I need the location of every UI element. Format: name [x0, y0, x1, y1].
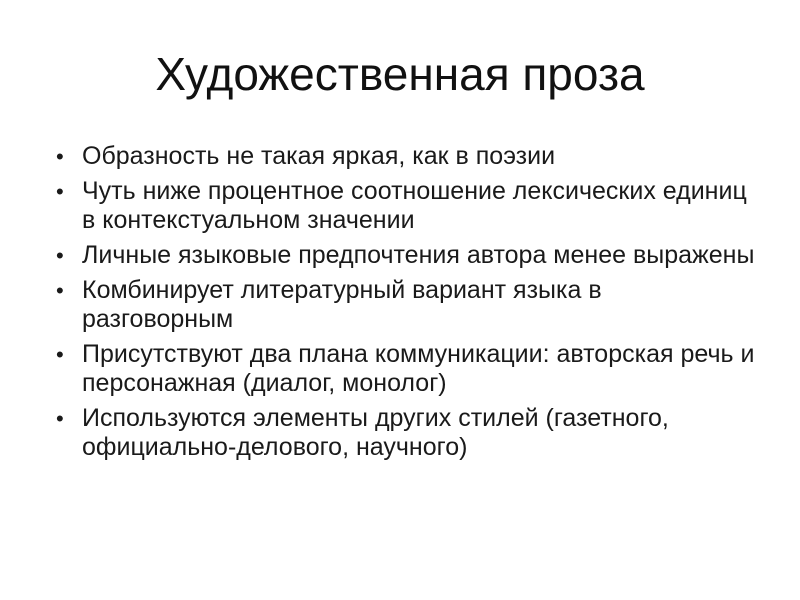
bullet-icon: • [56, 144, 64, 169]
bullet-text: Комбинирует литературный вариант языка в разговорным [82, 276, 602, 333]
bullet-text: Чуть ниже процентное соотношение лексических единиц в контекстуальном значении [82, 177, 747, 234]
bullet-icon: • [56, 179, 64, 204]
bullet-icon: • [56, 342, 64, 367]
bullet-text: Используются элементы других стилей (газетного, официально-делового, научного) [82, 404, 669, 461]
bullet-text: Личные языковые предпочтения автора менее выражены [82, 241, 755, 269]
bullet-icon: • [56, 278, 64, 303]
bullet-item [56, 142, 756, 171]
bullet-icon: • [56, 243, 64, 268]
bullet-item [56, 340, 756, 398]
bullet-icon: • [56, 406, 64, 431]
bullet-item [56, 241, 756, 270]
bullet-text: Присутствуют два плана коммуникации: авторская речь и персонажная (диалог, монолог) [82, 340, 755, 397]
slide-title: Художественная проза [155, 48, 645, 100]
bullet-item [56, 276, 756, 334]
bullet-item [56, 404, 756, 462]
bullet-item [56, 177, 756, 235]
bullet-list [56, 142, 756, 468]
bullet-text: Образность не такая яркая, как в поэзии [82, 142, 556, 170]
